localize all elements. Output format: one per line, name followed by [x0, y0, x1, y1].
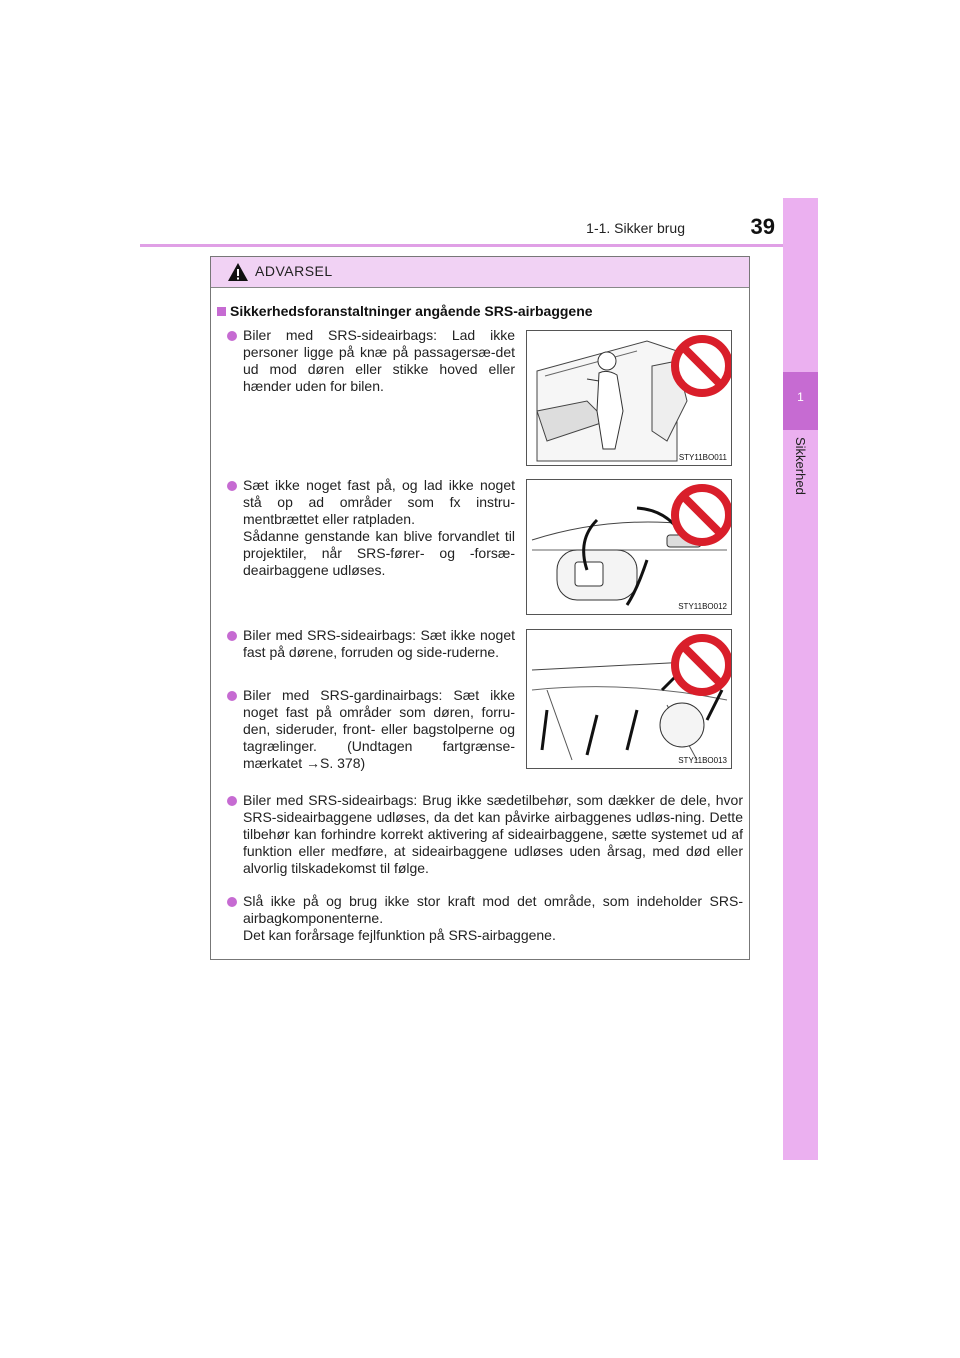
- list-item: [243, 327, 515, 395]
- bullet-dot-icon: [227, 691, 237, 701]
- page-number: 39: [750, 214, 775, 239]
- figure-passenger-side: [526, 330, 732, 466]
- list-item: [243, 792, 743, 877]
- figure-code: STY11BO011: [678, 453, 727, 462]
- dashboard-illustration: [527, 480, 732, 615]
- prohibition-icon: [675, 488, 729, 542]
- list-item-text: Biler med SRS-sideairbags: Brug ikke sædetilbehør, som dækker de dele, hvor SRS-sideairbaggene udløses, da det kan påvirke airbaggenes udløs-ning. Dette tilbehør kan forhindre korrekt aktivering af sideairbaggene, sætte systemet ud af funktion eller medføre, at sideairbaggene udløses uden årsag, med død eller alvorlig tilskadekomst til følge.: [243, 792, 743, 876]
- list-item-text: Biler med SRS-sideairbags: Sæt ikke noget fast på dørene, forruden og side-ruderne.: [243, 627, 515, 660]
- chapter-tab-strip: [783, 198, 818, 1160]
- car-interior-doors-illustration: [527, 630, 732, 769]
- list-item-text: Sæt ikke noget fast på, og lad ikke noget stå op ad områder som fx instru-mentbrættet eller ratpladen.: [243, 477, 515, 527]
- list-item: [243, 893, 743, 944]
- section-heading: [217, 303, 593, 319]
- car-interior-passenger-illustration: [527, 331, 732, 466]
- prohibition-icon: [675, 638, 729, 692]
- list-item-text: Biler med SRS-gardinairbags: Sæt ikke noget fast på områder som døren, forru-den, sideruder, front- eller bagstolperne og tagrælinger. (Undtagen fartgrænse-mærkatet →S. 378): [243, 687, 515, 771]
- chapter-label: Sikkerhed: [793, 437, 808, 495]
- list-item: [243, 627, 515, 661]
- prohibition-icon: [675, 339, 729, 393]
- list-item-text-continued: Sådanne genstande kan blive forvandlet til projektiler, når SRS-fører- og -forsæ-deairbaggene udløses.: [243, 528, 515, 578]
- warning-header: [211, 257, 749, 288]
- figure-code: STY11BO013: [678, 756, 727, 765]
- square-bullet-icon: [217, 307, 226, 316]
- bullet-dot-icon: [227, 481, 237, 491]
- bullet-dot-icon: [227, 331, 237, 341]
- list-item: [243, 687, 515, 772]
- section-title: 1-1. Sikker brug: [586, 220, 685, 236]
- figure-doors-windows: [526, 629, 732, 769]
- bullet-dot-icon: [227, 631, 237, 641]
- warning-title: ADVARSEL: [255, 263, 333, 279]
- header-rule: [140, 244, 818, 247]
- list-item-text-continued: Det kan forårsage fejlfunktion på SRS-airbaggene.: [243, 927, 556, 943]
- section-heading-text: Sikkerhedsforanstaltninger angående SRS-airbaggene: [230, 303, 593, 319]
- warning-box: [210, 256, 750, 960]
- figure-dashboard: [526, 479, 732, 615]
- bullet-dot-icon: [227, 796, 237, 806]
- list-item-text: Biler med SRS-sideairbags: Lad ikke personer ligge på knæ på passagersæ-det ud mod døren eller stikke hoved eller hænder uden for bilen.: [243, 327, 515, 394]
- list-item: [243, 477, 515, 579]
- figure-code: STY11BO012: [678, 602, 727, 611]
- bullet-dot-icon: [227, 897, 237, 907]
- chapter-number: 1: [797, 390, 804, 404]
- warning-triangle-icon: [227, 262, 249, 282]
- list-item-text: Slå ikke på og brug ikke stor kraft mod det område, som indeholder SRS-airbagkomponenterne.: [243, 893, 743, 926]
